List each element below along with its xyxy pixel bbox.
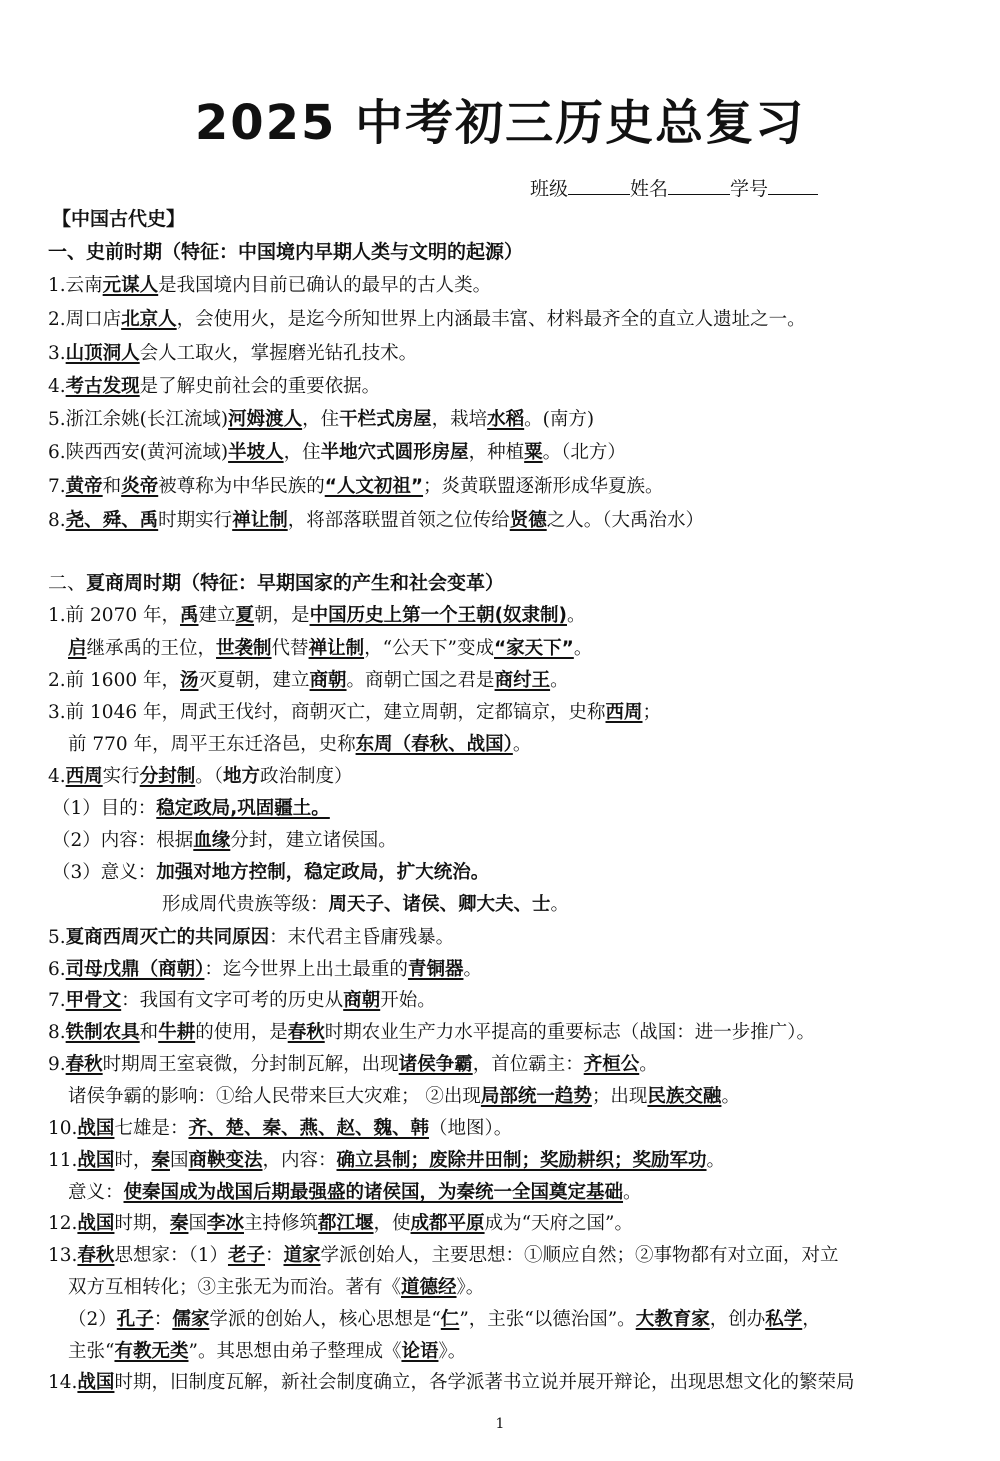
- key-term: 山顶洞人: [65, 343, 140, 364]
- text-fragment: 。: [573, 638, 593, 659]
- key-term: 诸侯争霸: [398, 1054, 473, 1075]
- key-term: 有教无类: [114, 1341, 189, 1362]
- key-term: 青铜器: [407, 959, 464, 980]
- text-fragment: 13.: [48, 1245, 78, 1266]
- text-fragment: ，会使用火，是迄今所知世界上内涵最丰富、材料最齐全的直立人遗址之一。: [176, 309, 806, 330]
- text-fragment: 开始。: [380, 990, 436, 1011]
- key-term: 启: [68, 638, 87, 659]
- list-item: [48, 508, 704, 534]
- list-item: [68, 1307, 821, 1333]
- text-fragment: 8.: [48, 510, 66, 531]
- key-term: 禹: [180, 605, 199, 626]
- text-fragment: 学派的创始人，核心思想是“: [209, 1309, 441, 1330]
- section-2-heading: [48, 570, 504, 597]
- text-fragment: 主张“: [68, 1341, 115, 1362]
- text-fragment: 2.周口店: [48, 309, 122, 330]
- key-term: 商朝: [309, 670, 347, 691]
- text-fragment: 政治制度）: [259, 766, 353, 787]
- key-term: “家天下”: [494, 638, 574, 659]
- name-blank: [668, 176, 730, 195]
- text-fragment: 国: [188, 1213, 207, 1234]
- text-fragment: 加强对地方控制，稳定政局，扩大统治。: [156, 862, 490, 883]
- key-term: 春秋: [65, 1054, 103, 1075]
- key-term: 司母戊鼎（商朝）: [65, 959, 205, 980]
- key-term: 成都平原: [410, 1213, 485, 1234]
- text-fragment: 14.: [48, 1372, 78, 1393]
- list-item: [48, 957, 482, 983]
- text-fragment: ；出现: [591, 1086, 648, 1107]
- list-item: [48, 1052, 658, 1078]
- list-item: [48, 700, 661, 726]
- key-term: 老子: [227, 1245, 265, 1266]
- text-fragment: 是我国境内目前已确认的最早的古人类。: [158, 275, 492, 296]
- page-title: 2025 中考初三历史总复习: [194, 95, 806, 151]
- text-fragment: 和: [102, 476, 122, 497]
- section-tag: 【中国古代史】: [52, 208, 186, 230]
- text-fragment: 诸侯争霸的影响：①给人民带来巨大灾难； ②出现: [68, 1086, 481, 1107]
- text-fragment: 前 770 年，周平王东迁洛邑，史称: [68, 734, 356, 755]
- key-term: 战国: [77, 1150, 115, 1171]
- key-term: 夏: [235, 605, 255, 626]
- text-fragment: 和: [139, 1022, 159, 1043]
- text-fragment: 3.: [48, 343, 66, 364]
- list-item: [68, 732, 531, 758]
- key-term: 汤: [180, 670, 199, 691]
- list-item: [48, 988, 436, 1014]
- text-fragment: ，将部落联盟首领之位传给: [287, 510, 510, 531]
- list-item: [162, 892, 569, 918]
- text-fragment: 朝，是: [254, 605, 310, 626]
- list-item: [52, 828, 397, 854]
- text-fragment: （2）: [68, 1309, 117, 1330]
- student-info: [530, 174, 818, 201]
- text-fragment: ：: [153, 1309, 173, 1330]
- list-item: [48, 374, 380, 400]
- text-fragment: 实行: [102, 766, 140, 787]
- text-fragment: 夏商周时期（特征：早期国家的产生和社会变革）: [86, 572, 505, 594]
- class-blank: [568, 176, 630, 195]
- list-item: [48, 1116, 512, 1142]
- list-item: [48, 1148, 725, 1174]
- page-number: 1: [495, 1416, 505, 1432]
- text-fragment: ；炎黄联盟逐渐形成华夏族。: [423, 476, 664, 497]
- text-fragment: ：末代君主昏庸残暴。: [269, 927, 455, 948]
- text-fragment: 国: [169, 1150, 189, 1171]
- id-blank: [768, 176, 818, 195]
- list-item: [48, 1243, 839, 1269]
- list-item: [48, 474, 664, 500]
- key-term: “人文初祖”: [324, 476, 424, 497]
- text-fragment: 3.前 1046 年，周武王伐纣，商朝灭亡，建立周朝，定都镐京，史称: [48, 702, 606, 723]
- text-fragment: 5.: [48, 927, 66, 948]
- key-term: 都江堰: [318, 1213, 374, 1234]
- text-fragment: 12.: [48, 1213, 78, 1234]
- key-term: 使秦国成为战国后期最强盛的诸侯国，为秦统一全国奠定基础: [123, 1182, 624, 1203]
- text-fragment: （2）内容：根据: [52, 830, 194, 851]
- key-term: 商朝: [343, 990, 381, 1011]
- list-item: [48, 925, 454, 951]
- text-fragment: 夏商西周灭亡的共同原因: [65, 927, 270, 948]
- key-term: 稳定政局,巩固疆土。: [156, 798, 330, 819]
- list-item: [48, 341, 417, 367]
- key-term: 商鞅变法: [188, 1150, 263, 1171]
- list-item: [48, 1370, 854, 1396]
- key-term: 民族交融: [647, 1086, 722, 1107]
- list-item: [48, 273, 491, 299]
- text-fragment: 4.: [48, 376, 66, 397]
- text-fragment: 学派创始人，主要思想：①顺应自然；②事物都有对立面，对立: [320, 1245, 839, 1266]
- list-item: [68, 1180, 642, 1206]
- text-fragment: ，首位霸主：: [472, 1054, 584, 1075]
- key-term: 秦: [151, 1150, 170, 1171]
- list-item: [68, 636, 592, 662]
- key-term: 道家: [283, 1245, 321, 1266]
- text-fragment: ，内容：: [262, 1150, 337, 1171]
- text-fragment: 9.: [48, 1054, 66, 1075]
- list-item: [48, 440, 626, 466]
- text-fragment: 之人。（大禹治水）: [546, 510, 704, 531]
- list-item: [52, 860, 489, 886]
- text-fragment: 七雄是：: [114, 1118, 189, 1139]
- text-fragment: 10.: [48, 1118, 78, 1139]
- key-term: 齐、楚、秦、燕、赵、魏、韩: [188, 1118, 429, 1139]
- key-term: 西周: [65, 766, 103, 787]
- key-term: 血缘: [193, 830, 231, 851]
- text-fragment: （1）目的：: [52, 798, 157, 819]
- key-term: 大教育家: [635, 1309, 710, 1330]
- list-item: [68, 1275, 484, 1301]
- list-item: [48, 603, 586, 629]
- list-item: [48, 307, 806, 333]
- text-fragment: ，种植: [468, 442, 525, 463]
- text-fragment: 意义：: [68, 1182, 124, 1203]
- text-fragment: 成为“天府之国”。: [484, 1213, 633, 1234]
- text-fragment: 半地穴式圆形房屋: [320, 442, 469, 463]
- text-fragment: ”，主张“以德治国”。: [459, 1309, 636, 1330]
- key-term: 贤德: [509, 510, 547, 531]
- text-fragment: ：: [264, 1245, 284, 1266]
- text-fragment: 4.: [48, 766, 66, 787]
- key-term: 牛耕: [158, 1022, 196, 1043]
- text-fragment: 。: [512, 734, 532, 755]
- text-fragment: ，住: [283, 442, 321, 463]
- text-fragment: 的使用，是: [195, 1022, 288, 1043]
- text-fragment: 1.前 2070 年，: [48, 605, 180, 626]
- text-fragment: 双方互相转化；③主张无为而治。著有《: [68, 1277, 402, 1298]
- text-fragment: ：我国有文字可考的历史从: [121, 990, 344, 1011]
- name-label: 姓名: [630, 178, 669, 200]
- key-term: 战国: [77, 1372, 115, 1393]
- text-fragment: 时期，旧制度瓦解，新社会制度确立，各学派著书立说并展开辩论，出现思想文化的繁荣局: [114, 1372, 855, 1393]
- text-fragment: 会人工取火，掌握磨光钻孔技术。: [139, 343, 418, 364]
- key-term: 战国: [77, 1118, 115, 1139]
- text-fragment: 。: [721, 1086, 740, 1107]
- key-term: 孔子: [116, 1309, 154, 1330]
- text-fragment: 干栏式房屋: [339, 409, 432, 430]
- text-fragment: ，: [802, 1309, 821, 1330]
- key-term: 中国历史上第一个王朝(奴隶制): [309, 605, 567, 626]
- text-fragment: ；: [642, 702, 662, 723]
- text-fragment: 6.: [48, 959, 66, 980]
- text-fragment: 》。: [438, 1341, 467, 1362]
- key-term: 西周: [605, 702, 643, 723]
- text-fragment: 6.陕西西安(黄河流域): [48, 442, 229, 463]
- text-fragment: 灭夏朝，建立: [198, 670, 310, 691]
- text-fragment: ：迄今世界上出土最重的: [204, 959, 408, 980]
- list-item: [52, 796, 330, 822]
- key-term: 元谋人: [102, 275, 159, 296]
- key-term: 商纣王: [494, 670, 551, 691]
- text-fragment: 》。: [456, 1277, 485, 1298]
- text-fragment: 。(南方): [524, 409, 595, 430]
- key-term: 水稻: [487, 409, 525, 430]
- text-fragment: 被尊称为中华民族的: [158, 476, 325, 497]
- text-fragment: 。: [623, 1182, 642, 1203]
- text-fragment: 。商朝亡国之君是: [346, 670, 495, 691]
- text-fragment: 2.前 1600 年，: [48, 670, 180, 691]
- text-fragment: 。: [639, 1054, 658, 1075]
- text-fragment: （地图）。: [428, 1118, 513, 1139]
- class-label: 班级: [530, 178, 569, 200]
- text-fragment: ”。其思想由弟子整理成《: [188, 1341, 402, 1362]
- list-item: [48, 764, 353, 790]
- list-item: [68, 1339, 466, 1365]
- key-term: 世袭制: [216, 638, 272, 659]
- text-fragment: 代替: [271, 638, 309, 659]
- text-fragment: 8.: [48, 1022, 66, 1043]
- text-fragment: 5.浙江余姚(长江流域): [48, 409, 229, 430]
- key-term: 甲骨文: [65, 990, 122, 1011]
- text-fragment: 时期周王室衰微，分封制瓦解，出现: [102, 1054, 399, 1075]
- text-fragment: ，“公天下”变成: [364, 638, 494, 659]
- key-term: 黄帝: [65, 476, 103, 497]
- key-term: 河姆渡人: [228, 409, 303, 430]
- key-term: 仁: [440, 1309, 460, 1330]
- text-fragment: 是了解史前社会的重要依据。: [139, 376, 381, 397]
- key-term: 东周（春秋、战国）: [355, 734, 513, 755]
- text-fragment: 1.云南: [48, 275, 103, 296]
- key-term: 半坡人: [228, 442, 284, 463]
- key-term: 炎帝: [121, 476, 159, 497]
- key-term: 北京人: [121, 309, 177, 330]
- key-term: 确立县制；废除井田制；奖励耕织；奖励军功: [336, 1150, 707, 1171]
- text-fragment: 7.: [48, 990, 66, 1011]
- text-fragment: 。: [550, 894, 570, 915]
- text-fragment: 时期实行: [158, 510, 233, 531]
- text-fragment: 建立: [198, 605, 236, 626]
- text-fragment: 时期农业生产力水平提高的重要标志（战国：进一步推广）。: [324, 1022, 815, 1043]
- text-fragment: 。: [706, 1150, 726, 1171]
- text-fragment: 11.: [48, 1150, 78, 1171]
- text-fragment: （3）意义：: [52, 862, 157, 883]
- key-term: 分封制: [139, 766, 196, 787]
- key-term: 战国: [77, 1213, 115, 1234]
- text-fragment: ，住: [302, 409, 340, 430]
- text-fragment: 。: [566, 605, 586, 626]
- text-fragment: 时期，: [114, 1213, 170, 1234]
- text-fragment: 。: [550, 670, 569, 691]
- text-fragment: 地方: [222, 766, 260, 787]
- key-term: 粟: [524, 442, 543, 463]
- key-term: 秦: [169, 1213, 189, 1234]
- key-term: 齐桓公: [583, 1054, 640, 1075]
- section-1-heading: 一、史前时期（特征：中国境内早期人类与文明的起源）: [48, 241, 524, 263]
- list-item: [48, 1020, 815, 1046]
- text-fragment: 。（: [195, 766, 223, 787]
- key-term: 局部统一趋势: [480, 1086, 592, 1107]
- text-fragment: ，栽培: [431, 409, 488, 430]
- key-term: 论语: [401, 1341, 439, 1362]
- text-fragment: 形成周代贵族等级：: [162, 894, 329, 915]
- list-item: [68, 1084, 740, 1110]
- text-fragment: 继承禹的王位，: [86, 638, 217, 659]
- text-fragment: 时，: [114, 1150, 152, 1171]
- key-term: 李冰: [206, 1213, 244, 1234]
- text-fragment: 思想家：（1）: [114, 1245, 228, 1266]
- key-term: 铁制农具: [65, 1022, 140, 1043]
- text-fragment: 分封，建立诸侯国。: [230, 830, 397, 851]
- text-fragment: 二、: [48, 572, 87, 594]
- key-term: 考古发现: [65, 376, 140, 397]
- list-item: [48, 668, 569, 694]
- key-term: 尧、舜、禹: [65, 510, 159, 531]
- key-term: 春秋: [77, 1245, 115, 1266]
- id-label: 学号: [730, 178, 769, 200]
- key-term: 禅让制: [232, 510, 288, 531]
- key-term: 春秋: [287, 1022, 325, 1043]
- list-item: [48, 407, 594, 433]
- key-term: 禅让制: [308, 638, 365, 659]
- text-fragment: 主持修筑: [244, 1213, 319, 1234]
- text-fragment: ，创办: [709, 1309, 766, 1330]
- text-fragment: ，使: [373, 1213, 411, 1234]
- text-fragment: 周天子、诸侯、卿大夫、士: [328, 894, 551, 915]
- text-fragment: 。: [463, 959, 482, 980]
- text-fragment: 。（北方）: [542, 442, 626, 463]
- key-term: 道德经: [401, 1277, 457, 1298]
- key-term: 私学: [765, 1309, 803, 1330]
- list-item: [48, 1211, 633, 1237]
- key-term: 儒家: [172, 1309, 210, 1330]
- text-fragment: 7.: [48, 476, 66, 497]
